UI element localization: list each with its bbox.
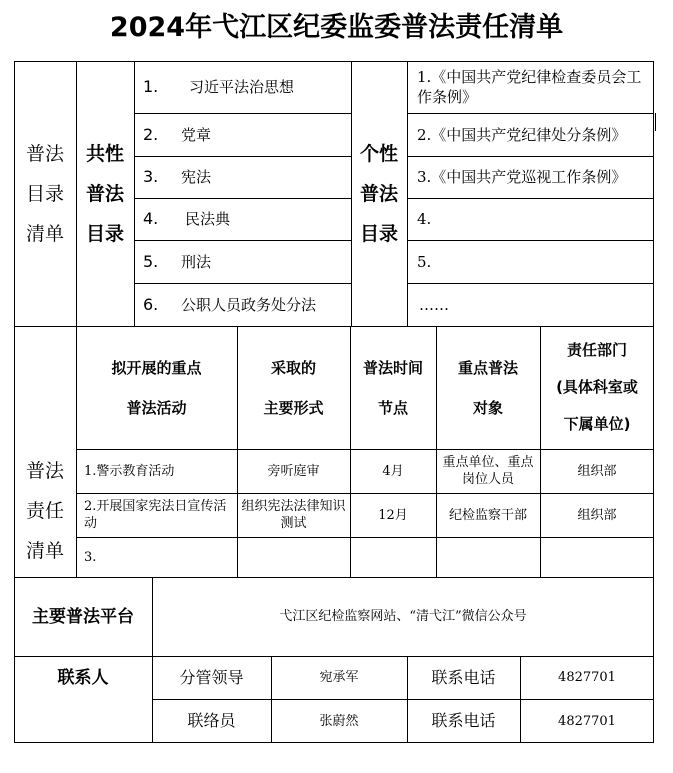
contact-name: 张蔚然 (319, 713, 359, 729)
common-catalog-label: 共性 普法 目录 (85, 142, 124, 245)
section-catalog-label: 普法 目录 清单 (25, 142, 64, 245)
section-responsibility-label: 普法 责任 清单 (25, 459, 64, 562)
platform-label: 主要普法平台 (32, 606, 134, 627)
personal-item: 1.《中国共产党纪律检查委员会工作条例》 (417, 68, 642, 106)
table-row-department (540, 537, 654, 577)
contact-phone: 4827701 (558, 713, 616, 729)
common-item: 3. 宪法 (143, 167, 212, 186)
common-item: 2. 党章 (143, 124, 212, 144)
header-activity: 拟开展的重点 普法活动 (111, 358, 202, 417)
header-target: 重点普法 对象 (457, 358, 518, 417)
common-item: 4. 民法典 (143, 209, 231, 228)
table-row-time: 4月 (382, 463, 404, 479)
table-row-activity: 1.警示教育活动 (84, 463, 175, 479)
common-item: 6. 公职人员政务处分法 (143, 294, 317, 314)
platform-value: 弋江区纪检监察网站、“清弋江”微信公众号 (279, 609, 527, 624)
contact-phone-label: 联系电话 (431, 667, 496, 687)
table-row-target: 重点单位、重点岗位人员 (442, 455, 534, 487)
text-cursor (655, 113, 656, 131)
contact-role: 分管领导 (179, 667, 244, 687)
header-form: 采取的 主要形式 (263, 358, 324, 417)
contact-phone-label: 联系电话 (431, 711, 496, 730)
common-item: 5. 刑法 (143, 251, 212, 271)
personal-item: …… (419, 295, 449, 314)
contacts-label: 联系人 (57, 667, 109, 688)
table-row-activity: 3. (84, 549, 97, 565)
contact-name: 宛承军 (319, 670, 359, 685)
header-department: 责任部门 (具体科室或 下属单位) (556, 341, 638, 433)
table-row-form: 旁听庭审 (267, 463, 320, 479)
contact-phone: 4827701 (558, 670, 616, 685)
table-row-form (237, 537, 350, 577)
common-item: 1. 习近平法治思想 (143, 77, 295, 96)
personal-catalog-label: 个性 普法 目录 (359, 142, 398, 245)
personal-item: 3.《中国共产党巡视工作条例》 (417, 168, 627, 186)
table-row-time (350, 537, 436, 577)
table-row-form: 组织宪法法律知识测试 (241, 499, 346, 531)
contact-role: 联络员 (187, 711, 236, 730)
table-row-activity: 2.开展国家宪法日宣传活动 (84, 499, 227, 531)
header-time: 普法时间 节点 (362, 358, 423, 417)
table-row-department: 组织部 (577, 507, 617, 523)
table-row-target (436, 537, 540, 577)
table-row-time: 12月 (378, 507, 408, 523)
personal-item: 5. (417, 252, 432, 271)
page-title: 2024年弋江区纪委监委普法责任清单 (109, 12, 564, 43)
table-row-target: 纪检监察干部 (448, 507, 527, 523)
table-row-department: 组织部 (577, 463, 617, 479)
personal-item: 4. (417, 210, 432, 228)
personal-item: 2.《中国共产党纪律处分条例》 (417, 125, 627, 144)
